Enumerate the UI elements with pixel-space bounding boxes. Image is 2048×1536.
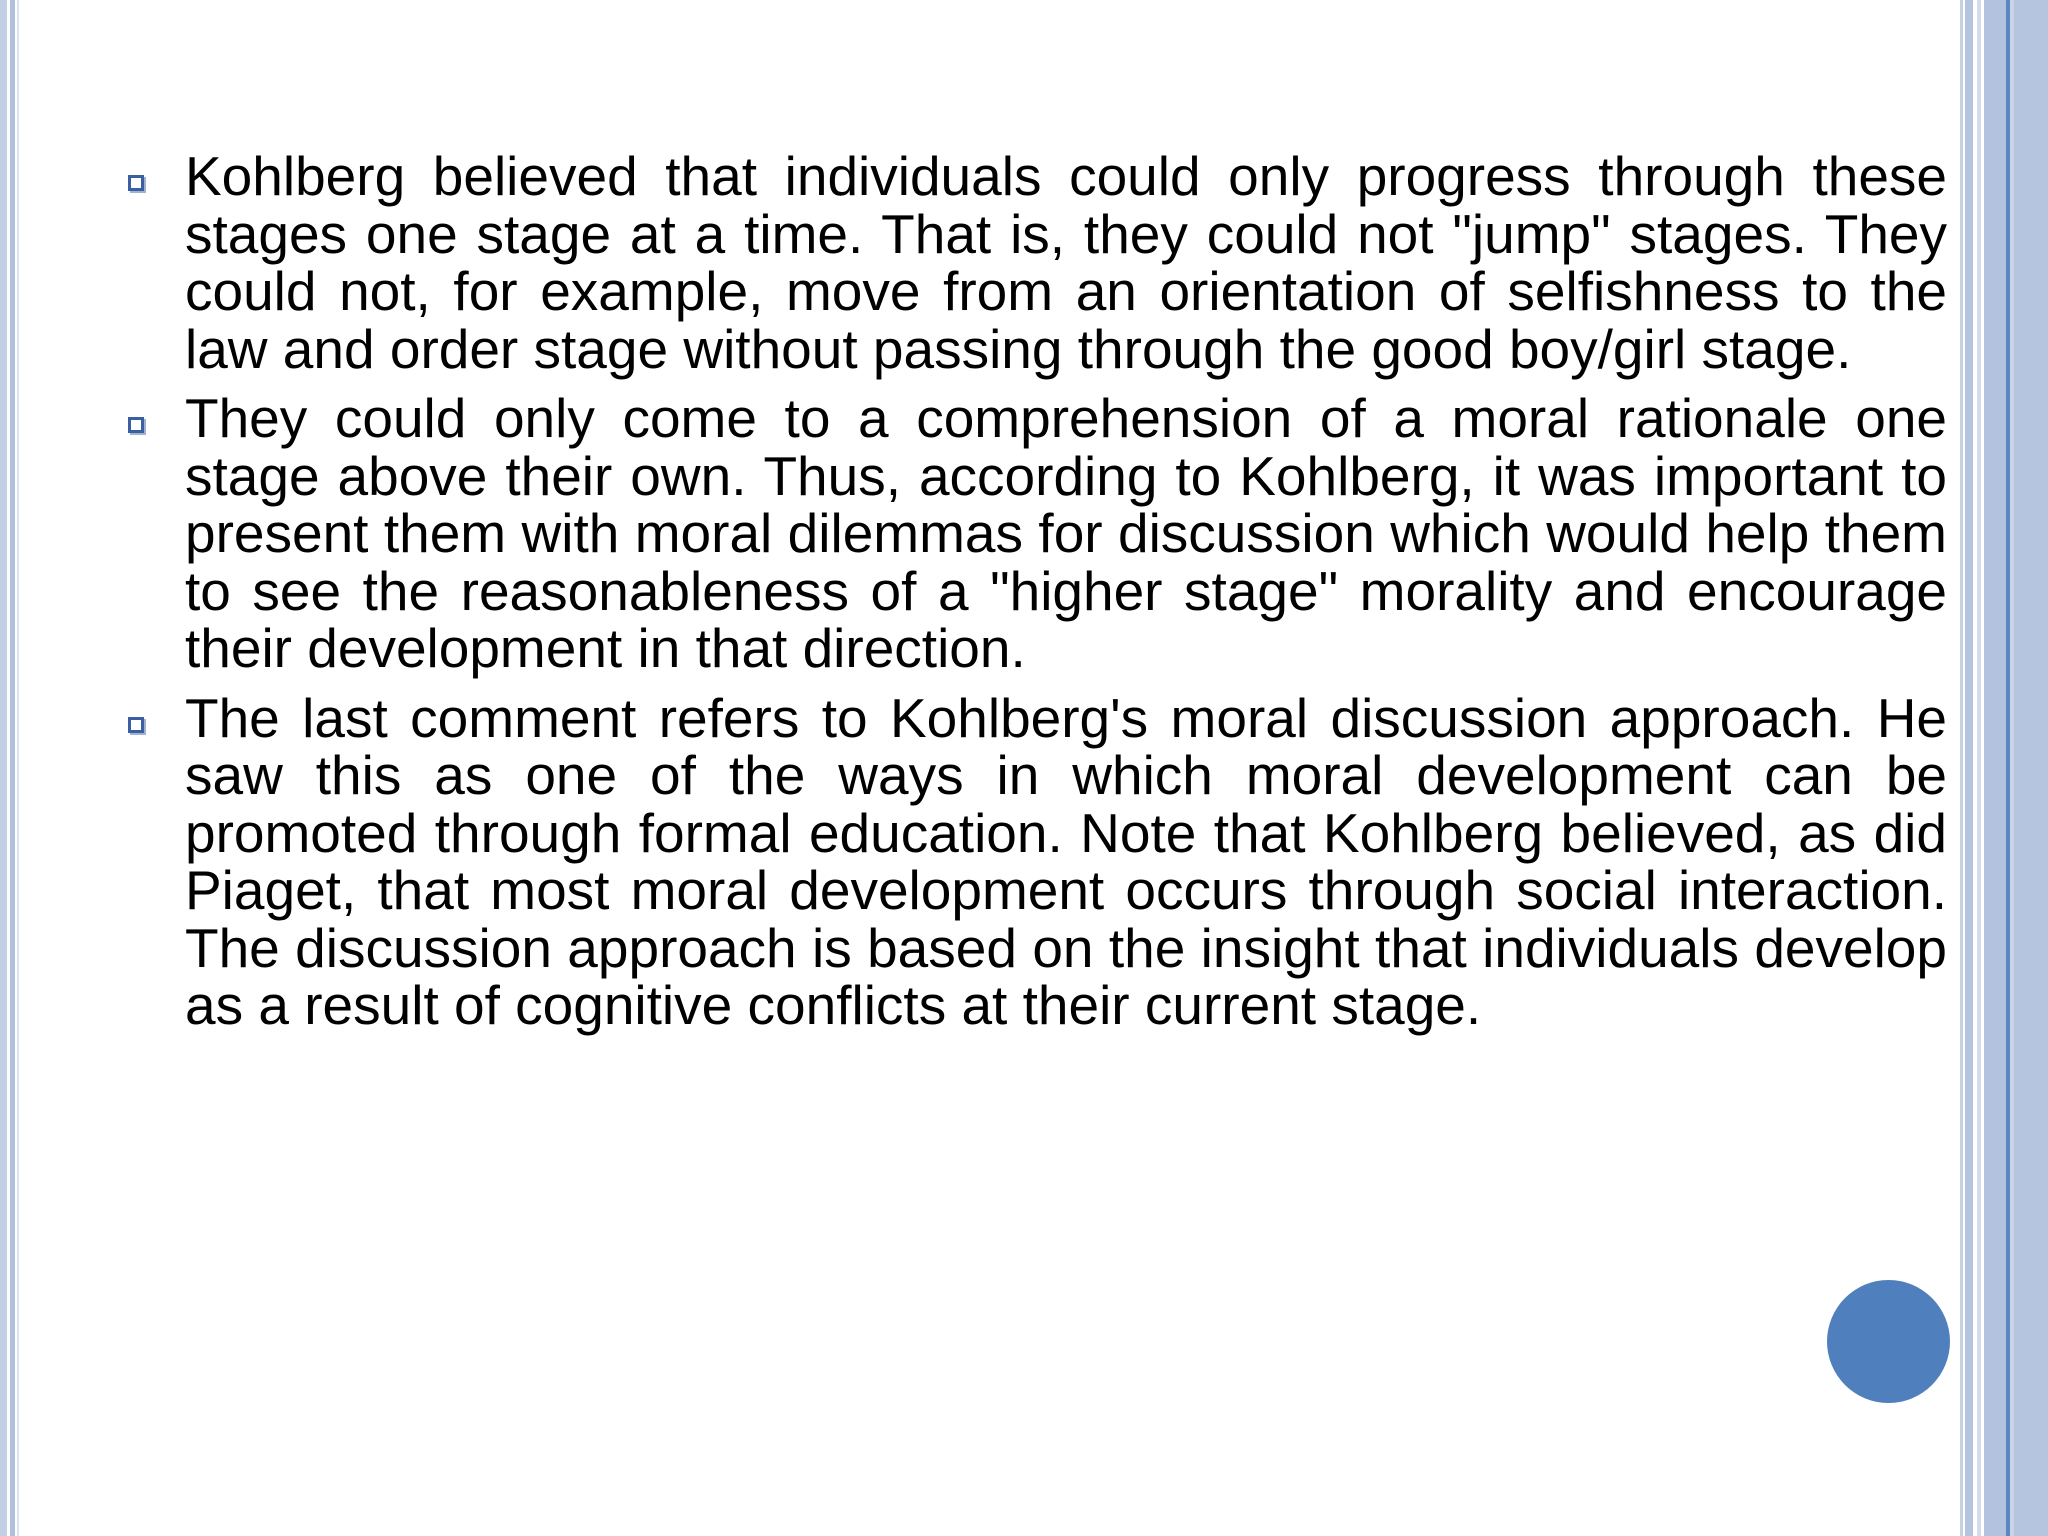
left-rail-stripe: [17, 0, 19, 1536]
square-bullet-icon: [128, 175, 144, 191]
bullet-text: The last comment refers to Kohlberg's moral discussion approach. He saw this as one of the ways in which moral development can be promoted through formal education. Note that Kohlberg believed, as did Piaget, that most moral development occurs through social interaction. The discussion approach is based on the insight that individuals develop as a result of cognitive conflicts at their current stage.: [185, 686, 1947, 1036]
square-bullet-icon: [128, 417, 144, 433]
right-rail-stripe: [2014, 0, 2048, 1536]
right-rail-stripe: [1977, 0, 1981, 1536]
right-rail-stripe: [1960, 0, 1963, 1536]
left-rail-stripe: [0, 0, 7, 1536]
bullet-text: They could only come to a comprehension of a moral rationale one stage above their own. Thus, according to Kohlberg, it was important to present them with moral dilemmas for discussion which would help them to see the reasonableness of a "higher stage" morality and encourage their development in that direction.: [185, 387, 1947, 679]
slide-body: [125, 145, 1947, 1047]
right-rail-stripe: [1965, 0, 1973, 1536]
right-rail-stripe: [1984, 0, 2006, 1536]
square-bullet-icon: [128, 717, 144, 733]
circle-accent: [1827, 1280, 1950, 1403]
right-decorative-rail: [1960, 0, 2048, 1536]
left-decorative-rail: [0, 0, 26, 1536]
bullet-item: [125, 145, 1947, 380]
bullet-item: [125, 387, 1947, 679]
bullet-item: [125, 686, 1947, 1036]
left-rail-stripe: [10, 0, 15, 1536]
bullet-text: Kohlberg believed that individuals could only progress through these stages one stage at a time. That is, they could not "jump" stages. They could not, for example, move from an orientation of selfishness to the law and order stage without passing through the good boy/girl stage.: [185, 145, 1947, 380]
